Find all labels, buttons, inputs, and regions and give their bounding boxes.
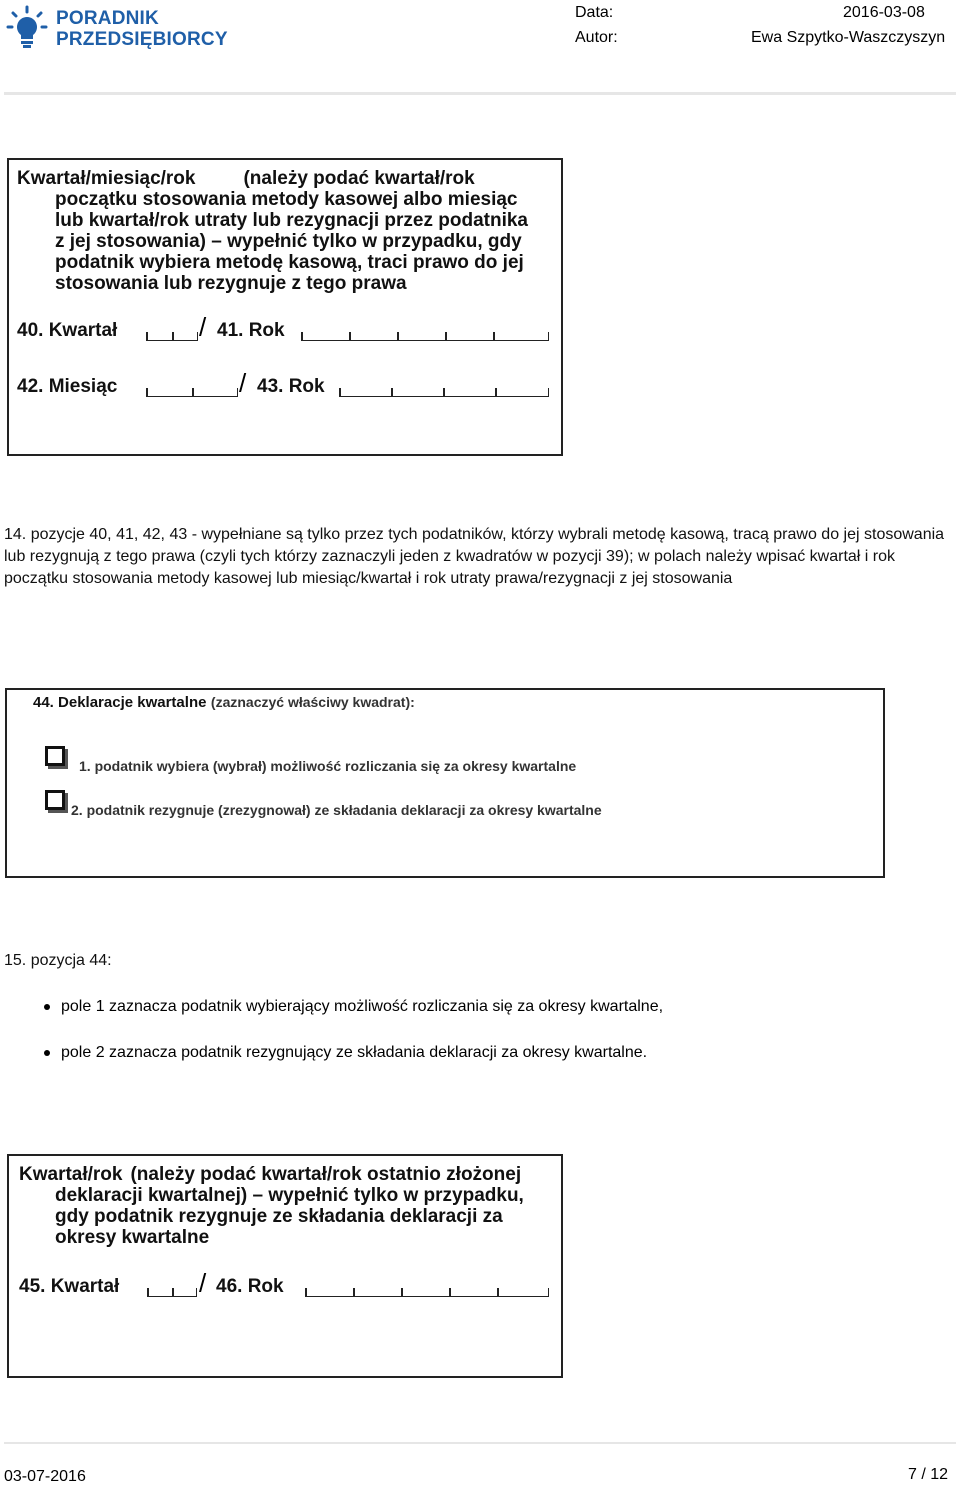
option1-checkbox[interactable] (45, 746, 65, 766)
field-45-input[interactable] (147, 1282, 197, 1297)
logo-text[interactable] (56, 8, 228, 50)
field-43-input[interactable] (339, 382, 549, 397)
paragraph-14: 14. pozycje 40, 41, 42, 43 - wypełniane są tylko przez tych podatników, którzy wybrali metodę kasową, tracą prawo do jej stosowania lub rezygnują z tego prawa (czyli tych którzy zaznaczyli jeden z kwadratów w pozycji 39); w polach należy wpisać kwartał i rok początku stosowania metody kasowej lub miesiąc/kwartał i rok utraty prawa/rezygnacji z jej stosowania (4, 526, 945, 587)
header-divider (4, 92, 956, 95)
form1-line5: stosowania lub rezygnuje z tego prawa (55, 273, 407, 294)
field40-41-slash: / (199, 312, 207, 342)
form-image-quarterly-declarations (5, 688, 885, 878)
footer-divider (4, 1442, 956, 1444)
bullet-list (44, 996, 944, 1064)
field42-43-slash: / (239, 368, 247, 398)
page-number: 7 / 12 (908, 1466, 949, 1483)
field-46-input[interactable] (305, 1282, 549, 1297)
field-40-label: 40. Kwartał (17, 320, 118, 341)
field-45-label: 45. Kwartał (19, 1276, 120, 1297)
field-41-label: 41. Rok (217, 320, 285, 341)
field-43-label: 43. Rok (257, 376, 325, 397)
bullet-item-1: pole 1 zaznacza podatnik wybierający możliwość rozliczania się za okresy kwartalne, (44, 996, 944, 1018)
form2-heading: 44. Deklaracje kwartalne (33, 694, 207, 711)
form3-line1: deklaracji kwartalnej) – wypełnić tylko w przypadku, (55, 1185, 524, 1206)
form1-heading: Kwartał/miesiąc/rok (17, 168, 196, 189)
paragraph-15: 15. pozycja 44: (4, 952, 112, 969)
form1-line2: lub kwartał/rok utraty lub rezygnacji przez podatnika (55, 210, 528, 231)
field-42-input[interactable] (146, 382, 238, 397)
author-value: Ewa Szpytko-Waszczyszyn (751, 29, 946, 46)
field-41-input[interactable] (301, 326, 549, 341)
form2-heading-note: (zaznaczyć właściwy kwadrat): (210, 694, 415, 710)
bullet-item-2: pole 2 zaznacza podatnik rezygnujący ze składania deklaracji za okresy kwartalne. (44, 1042, 944, 1064)
form1-line0: (należy podać kwartał/rok (243, 168, 475, 189)
form1-line4: podatnik wybiera metodę kasową, traci prawo do jej (55, 252, 524, 273)
logo-bulb-icon (4, 4, 50, 50)
option2-checkbox[interactable] (45, 790, 65, 810)
form3-line2: gdy podatnik rezygnuje ze składania deklaracji za (55, 1206, 503, 1227)
logo-line2: PRZEDSIĘBIORCY (56, 29, 228, 50)
form3-text (19, 1164, 555, 1248)
form1-line3: z jej stosowania) – wypełnić tylko w przypadku, gdy (55, 231, 522, 252)
date-label: Data: (575, 4, 614, 21)
form1-line1: początku stosowania metody kasowej albo miesiąc (55, 189, 518, 210)
field45-46-slash: / (199, 1268, 207, 1298)
author-label: Autor: (575, 29, 618, 46)
date-value: 2016-03-08 (843, 4, 925, 21)
field-42-label: 42. Miesiąc (17, 376, 118, 397)
form1-text (17, 168, 553, 294)
field-46-label: 46. Rok (216, 1276, 284, 1297)
form-image-quarter-month-year (7, 158, 563, 456)
form2-heading-row (33, 694, 415, 712)
form3-line0: (należy podać kwartał/rok ostatnio złożonej (130, 1164, 522, 1185)
form3-heading: Kwartał/rok (19, 1164, 123, 1185)
form-image-quarter-year (7, 1154, 563, 1378)
form3-line3: okresy kwartalne (55, 1227, 210, 1248)
logo-line1: PORADNIK (56, 8, 159, 29)
footer-date: 03-07-2016 (4, 1468, 86, 1485)
option2-label: 2. podatnik rezygnuje (zrezygnował) ze składania deklaracji za okresy kwartalne (71, 802, 602, 818)
option1-label: 1. podatnik wybiera (wybrał) możliwość rozliczania się za okresy kwartalne (79, 758, 577, 774)
field-40-input[interactable] (146, 326, 198, 341)
